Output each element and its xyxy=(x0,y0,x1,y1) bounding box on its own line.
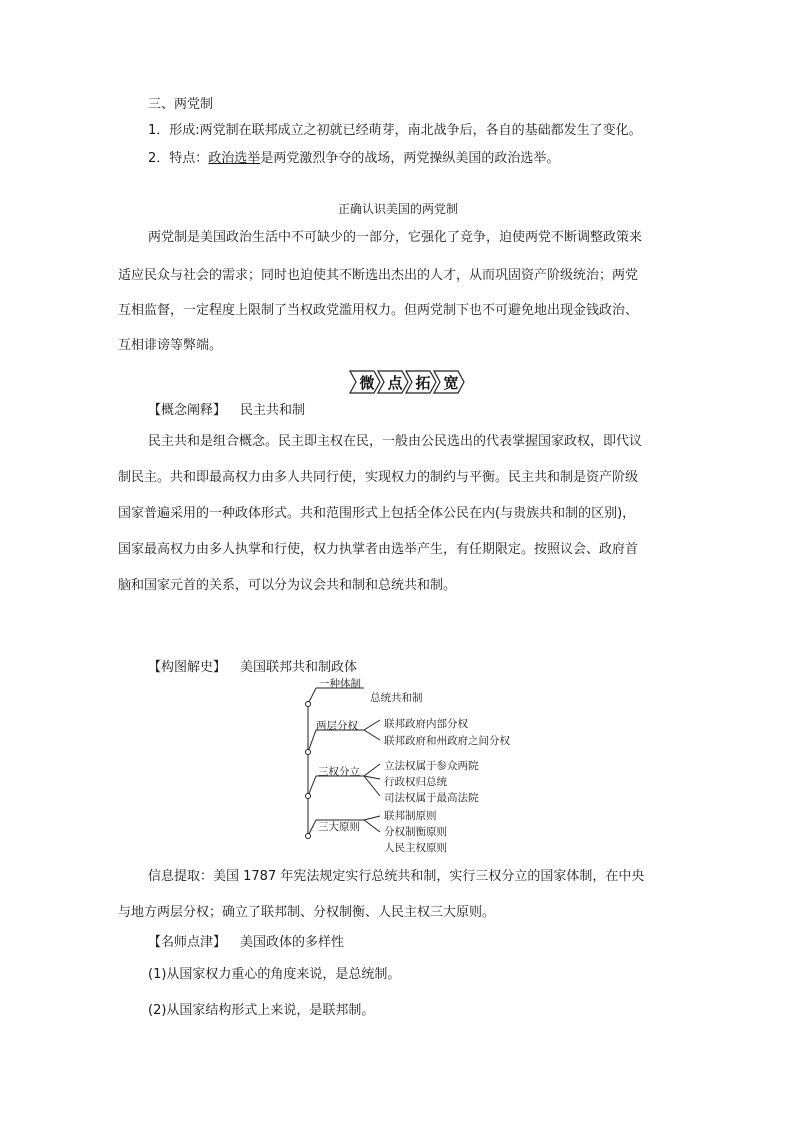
banner-char-2: 点 xyxy=(387,374,403,392)
item-features xyxy=(148,151,559,167)
insight-line-2: 适应民众与社会的需求；同时也迫使其不断选出杰出的人才，从而巩固资产阶级统治；两党 xyxy=(118,268,639,283)
banner-char-3: 拓 xyxy=(415,374,431,392)
connector-4b xyxy=(364,820,380,832)
section-banner xyxy=(348,370,468,394)
diagram-tag: 【构图解史】 xyxy=(148,660,227,675)
info-line-1: 信息提取：美国 1787 年宪法规定实行总统共和制，实行三权分立的国家体制，在中央 xyxy=(148,869,645,884)
insight-line-4: 互相诽谤等弊端。 xyxy=(118,338,223,353)
node-2-dot xyxy=(306,750,311,755)
teacher-point-1: (1)从国家权力重心的角度来说，是总统制。 xyxy=(148,967,401,982)
concept-title: 民主共和制 xyxy=(240,403,306,418)
teacher-heading xyxy=(148,935,344,951)
branch-4-item-3: 人民主权原则 xyxy=(384,842,447,854)
item-formation-label: 形成: xyxy=(169,123,200,138)
concept-line-5: 脑和国家元首的关系，可以分为议会共和制和总统共和制。 xyxy=(118,578,457,593)
section-heading: 三、两党制 xyxy=(148,97,214,112)
branch-4-label: 三大原则 xyxy=(318,821,360,833)
item-features-underlined: 政治选举 xyxy=(208,151,261,166)
connector-4a xyxy=(364,816,380,820)
node-4-dot xyxy=(306,834,311,839)
branch-1-item-1: 总统共和制 xyxy=(370,692,423,704)
connector-2b xyxy=(364,730,380,740)
branch-2-stem xyxy=(308,730,316,752)
concept-heading xyxy=(148,403,305,419)
branch-2-label: 两层分权 xyxy=(316,720,358,732)
item-features-num: 2． xyxy=(148,151,170,166)
item-formation-text: 两党制在联邦成立之初就已经萌芽，南北战争后，各自的基础都发生了变化。 xyxy=(199,123,642,138)
insight-title: 正确认识美国的两党制 xyxy=(337,202,458,216)
branch-3-item-1: 立法权属于参众两院 xyxy=(384,760,479,772)
concept-line-2: 制民主。共和即最高权力由多人共同行使，实现权力的制约与平衡。民主共和制是资产阶级 xyxy=(118,470,639,485)
banner-char-4: 宽 xyxy=(443,374,459,392)
connector-3a xyxy=(364,764,380,776)
banner-char-1: 微 xyxy=(359,374,375,392)
branch-4-item-1: 联邦制原则 xyxy=(384,810,437,822)
teacher-title: 美国政体的多样性 xyxy=(240,935,345,950)
teacher-tag: 【名师点津】 xyxy=(148,935,227,950)
branch-3-item-3: 司法权属于最高法院 xyxy=(384,792,479,804)
concept-line-4: 国家最高权力由多人执掌和行使，权力执掌者由选举产生，有任期限定。按照议会、政府首 xyxy=(118,542,639,557)
diagram-title: 美国联邦共和制政体 xyxy=(240,660,358,675)
connector-2a xyxy=(364,720,380,730)
item-features-text: 是两党激烈争夺的战场，两党操纵美国的政治选举。 xyxy=(260,151,560,166)
branch-3-stem xyxy=(308,776,316,796)
branch-4-item-2: 分权制衡原则 xyxy=(384,826,447,838)
branch-2-item-1: 联邦政府内部分权 xyxy=(384,718,468,730)
info-line-2: 与地方两层分权；确立了联邦制、分权制衡、人民主权三大原则。 xyxy=(118,905,496,920)
concept-line-1: 民主共和是组合概念。民主即主权在民，一般由公民选出的代表掌握国家政权，即代议 xyxy=(148,434,643,449)
concept-tag: 【概念阐释】 xyxy=(148,403,227,418)
branch-3-label: 三权分立 xyxy=(318,766,360,778)
concept-line-3: 国家普遍采用的一种政体形式。共和范围形式上包括全体公民在内(与贵族共和制的区别)， xyxy=(118,506,636,521)
branch-2-item-2: 联邦政府和州政府之间分权 xyxy=(384,735,510,747)
item-formation xyxy=(148,123,642,139)
item-features-label: 特点： xyxy=(169,151,209,166)
branch-1-label: 一种体制 xyxy=(319,678,361,690)
branch-3-item-2: 行政权归总统 xyxy=(384,776,447,788)
node-3-dot xyxy=(306,794,311,799)
node-1-dot xyxy=(306,702,311,707)
teacher-point-2: (2)从国家结构形式上来说，是联邦制。 xyxy=(148,1003,375,1018)
insight-line-3: 互相监督，一定程度上限制了当权政党滥用权力。但两党制下也不可避免地出现金钱政治、 xyxy=(118,303,639,318)
insight-line-1: 两党制是美国政治生活中不可缺少的一部分，它强化了竞争，迫使两党不断调整政策来 xyxy=(148,230,643,245)
diagram-heading xyxy=(148,660,357,676)
item-formation-num: 1． xyxy=(148,123,170,138)
